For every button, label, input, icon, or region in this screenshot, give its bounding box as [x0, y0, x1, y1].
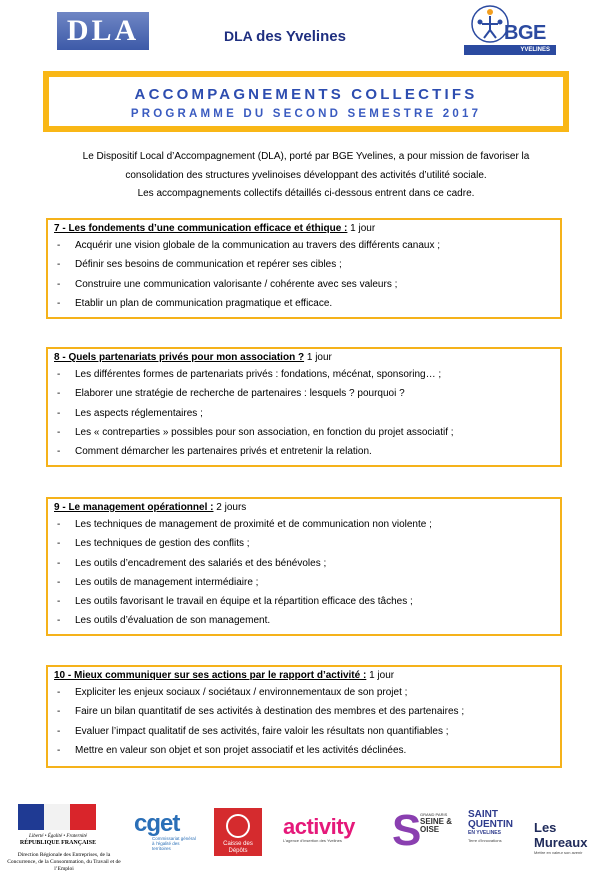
sqy-subtitle: EN YVELINES [468, 830, 501, 836]
cget-logo-subtitle: Commissariat général à l’égalité des territoires [152, 836, 196, 851]
sqy-tagline: Terre d’innovations [468, 838, 502, 843]
header-title-main: des Yvelines [256, 28, 346, 45]
bge-logo-text: BGE [504, 22, 546, 44]
section-duration: 2 jours [213, 502, 247, 513]
sqy-title: SAINT QUENTIN [468, 809, 513, 830]
list-item: - Expliciter les enjeux sociaux / sociétaux / environnementaux de son projet ; [57, 687, 408, 698]
section-items [48, 516, 560, 632]
list-item: - Les outils d’encadrement des salariés et des bénévoles ; [57, 557, 327, 569]
republique-francaise-logo [7, 804, 121, 872]
section-9 [46, 497, 562, 636]
seine-oise-logo [390, 806, 454, 858]
list-item: - Elaborer une stratégie de recherche de partenaires : lesquels ? pourquoi ? [57, 388, 405, 400]
intro-line: consolidation des structures yvelinoises développant des activités d’utilité sociale. [125, 169, 487, 181]
section-heading [48, 499, 560, 516]
marianne-icon [18, 804, 96, 830]
section-heading-title: 9 - Le management opérationnel : [54, 502, 214, 513]
list-item: - Les outils de management intermédiaire ; [57, 576, 259, 588]
saint-quentin-logo [468, 810, 526, 843]
list-item: - Les « contreparties » possibles pour son association, en fonction du projet associatif ; [57, 426, 454, 438]
cdc-seal-icon [226, 814, 250, 838]
section-7 [46, 218, 562, 319]
seine-oise-text: SEINE & OISE [420, 817, 453, 834]
activity-logo-subtitle: L’agence d’insertion des Yvelines [283, 838, 342, 843]
bge-logo-subtitle: YVELINES [464, 45, 556, 55]
list-item: - Les différentes formes de partenariats privés : fondations, mécénat, sponsoring… ; [57, 369, 442, 380]
dla-logo: DLA [57, 12, 149, 50]
partner-logos [0, 796, 612, 894]
rf-direction: Direction Régionale des Entreprises, de la Concurrence, de la Consommation, du Travail et de l’Emploi [7, 852, 121, 872]
cget-logo-text: cget [134, 810, 180, 837]
list-item: - Comment démarcher les partenaires privés et entretenir la relation. [57, 446, 372, 458]
list-item: - Définir ses besoins de communication et repérer ses cibles ; [57, 259, 342, 271]
rf-motto: Liberté • Égalité • Fraternité [29, 834, 87, 839]
section-items [48, 237, 560, 314]
mureaux-logo-subtitle: Mettre en valeur son avenir [534, 850, 583, 855]
intro-line: Les accompagnements collectifs détaillés ci-dessous entrent dans ce cadre. [137, 188, 475, 199]
mureaux-logo-text: Les Mureaux [534, 820, 588, 850]
section-heading [48, 349, 560, 366]
list-item: - Acquérir une vision globale de la communication au travers des différents canaux ; [57, 240, 441, 251]
cget-logo [134, 810, 196, 851]
program-banner-inner [49, 77, 563, 126]
list-item: - Les outils d’évaluation de son management. [57, 615, 271, 627]
seine-oise-s-icon: S [392, 806, 422, 855]
bge-logo [464, 2, 556, 58]
page-header [0, 0, 612, 66]
section-8 [46, 347, 562, 467]
rf-name: RÉPUBLIQUE FRANÇAISE [19, 840, 97, 846]
list-item: - Les techniques de management de proximité et de communication non violente ; [57, 519, 432, 530]
section-items [48, 684, 560, 761]
les-mureaux-logo [534, 820, 612, 855]
activity-logo-text: activity [283, 814, 355, 839]
list-item: - Etablir un plan de communication pragmatique et efficace. [57, 297, 333, 309]
section-duration: 1 jour [347, 223, 376, 234]
section-10 [46, 665, 562, 768]
section-heading-title: 8 - Quels partenariats privés pour mon association ? [54, 352, 305, 363]
section-items [48, 366, 560, 462]
section-heading-title: 7 - Les fondements d’une communication efficace et éthique : [54, 223, 348, 234]
intro-paragraph [0, 148, 612, 204]
list-item: - Les outils favorisant le travail en équipe et la répartition efficace des tâches ; [57, 596, 413, 608]
section-heading [48, 220, 560, 237]
list-item: - Evaluer l’impact qualitatif de ses activités, faire valoir les résultats non quantifiables ; [57, 725, 449, 737]
list-item: - Construire une communication valorisante / cohérente avec ses valeurs ; [57, 278, 398, 290]
section-heading-title: 10 - Mieux communiquer sur ses actions par le rapport d’activité : [54, 670, 367, 681]
section-heading [48, 667, 560, 684]
banner-title: ACCOMPAGNEMENTS COLLECTIFS [134, 86, 478, 103]
list-item: - Les techniques de gestion des conflits ; [57, 538, 250, 550]
seine-oise-top: GRAND PARIS [420, 812, 448, 817]
cdc-logo-text: Caisse des Dépôts [223, 841, 253, 854]
program-banner [43, 71, 569, 132]
caisse-des-depots-logo [214, 808, 262, 856]
header-title [224, 28, 346, 45]
list-item: - Faire un bilan quantitatif de ses activités à destination des membres et des partenaires ; [57, 706, 465, 718]
intro-line: Le Dispositif Local d’Accompagnement (DLA), porté par BGE Yvelines, a pour mission de favoriser la [82, 151, 530, 162]
activity-logo [283, 814, 383, 843]
list-item: - Les aspects réglementaires ; [57, 407, 203, 419]
section-duration: 1 jour [366, 670, 395, 681]
section-duration: 1 jour [304, 352, 332, 363]
list-item: - Mettre en valeur son objet et son projet associatif et les activités déclinées. [57, 744, 407, 756]
banner-subtitle: PROGRAMME DU SECOND SEMESTRE 2017 [130, 108, 482, 120]
header-title-prefix: DLA [224, 28, 257, 44]
